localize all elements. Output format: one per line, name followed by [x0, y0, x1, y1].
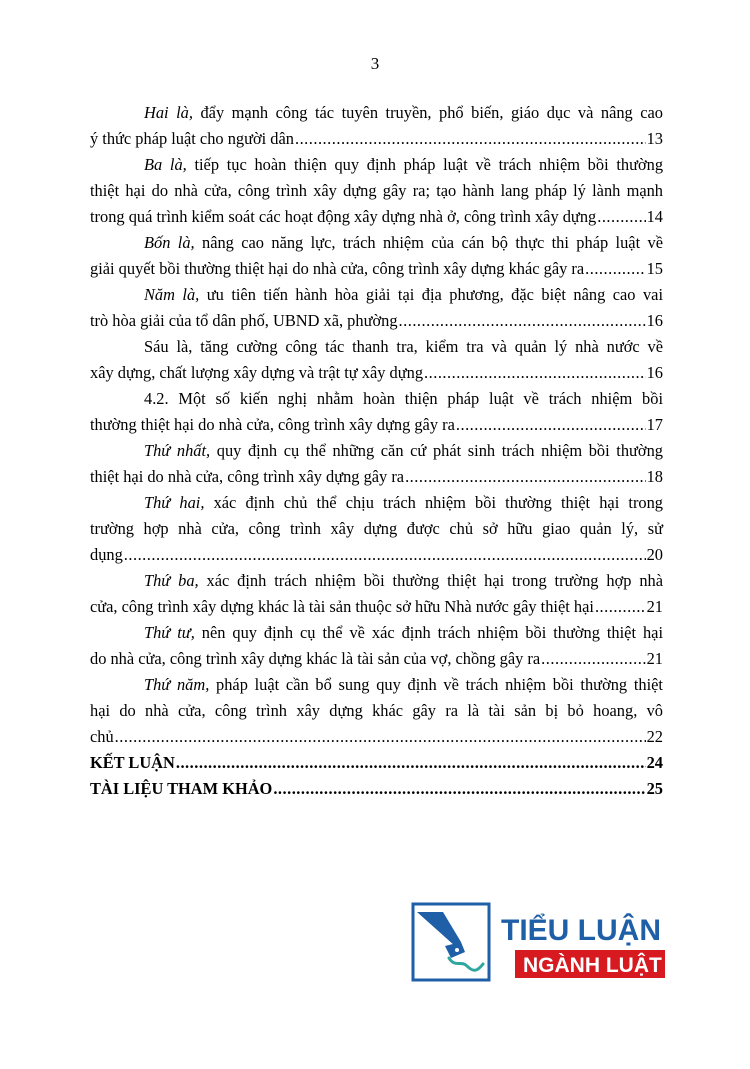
toc-entry	[90, 490, 663, 568]
toc-leader-dots	[597, 204, 645, 230]
toc-entry-text: hại do nhà cửa, công trình xây dựng khác gây ra là tài sản bị bỏ hoang, vô	[90, 701, 663, 720]
toc-entry-line	[90, 334, 663, 360]
toc-entry-text: xây dựng, chất lượng xây dựng và trật tự xây dựng	[90, 363, 424, 382]
toc-entry	[90, 334, 663, 386]
toc-entry-line	[90, 178, 663, 204]
toc-entry-text: do nhà cửa, công trình xây dựng khác là tài sản của vợ, chồng gây ra	[90, 649, 541, 668]
toc-entry-text: chủ	[90, 727, 114, 746]
toc-entry-last-line	[90, 256, 663, 282]
toc-entry-line	[90, 568, 663, 594]
toc-leader-dots	[424, 360, 646, 386]
toc-leader-dots	[541, 646, 645, 672]
toc-entry	[90, 152, 663, 230]
toc-entry-text: ý thức pháp luật cho người dân	[90, 129, 294, 148]
toc-entry-lead: Thứ hai,	[144, 493, 214, 512]
logo-line2: NGÀNH LUẬT	[523, 954, 662, 977]
toc-entry-line	[90, 516, 663, 542]
toc-entry-text: Một số kiến nghị nhằm hoàn thiện pháp luật về trách nhiệm bồi	[178, 389, 664, 408]
toc-page-number: 24	[646, 753, 663, 772]
toc-entry	[90, 282, 663, 334]
toc-entry-lead: Thứ nhất,	[144, 441, 217, 460]
toc-page-number: 13	[646, 129, 663, 148]
toc-leader-dots	[115, 724, 646, 750]
toc-entry-text: tăng cường công tác thanh tra, kiểm tra và quản lý nhà nước về	[200, 337, 663, 356]
toc-entry-last-line	[90, 776, 663, 802]
toc-entry-line	[90, 100, 663, 126]
toc-entry-text: trong quá trình kiểm soát các hoạt động xây dựng nhà ở, công trình xây dựng	[90, 207, 597, 226]
toc-page-number: 14	[646, 207, 663, 226]
toc-entry-text: giải quyết bồi thường thiệt hại do nhà cửa, công trình xây dựng khác gây ra	[90, 259, 585, 278]
toc-page-number: 22	[646, 727, 663, 746]
toc-entry-text: ưu tiên tiến hành hòa giải tại địa phương, đặc biệt nâng cao vai	[206, 285, 663, 304]
toc-entry-text: nên quy định cụ thể về xác định trách nhiệm bồi thường thiệt hại	[201, 623, 663, 642]
toc-entry-last-line	[90, 750, 663, 776]
toc-page-number: 20	[646, 545, 663, 564]
toc-leader-dots	[295, 126, 646, 152]
toc-page-number: 16	[646, 363, 663, 382]
toc-entry-line	[90, 282, 663, 308]
toc-entry-last-line	[90, 464, 663, 490]
toc-leader-dots	[124, 542, 646, 568]
toc-entry-text: trường hợp nhà cửa, công trình xây dựng được chủ sở hữu giao quản lý, sử	[90, 519, 663, 538]
toc-entry-text: thiệt hại do nhà cửa, công trình xây dựng gây ra	[90, 467, 405, 486]
toc-page-number: 17	[646, 415, 663, 434]
toc-entry-lead: Ba là,	[144, 155, 195, 174]
toc-page-number: 18	[646, 467, 663, 486]
toc-entry-text: thiệt hại do nhà cửa, công trình xây dựng gây ra; tạo hành lang pháp lý lành mạnh	[90, 181, 663, 200]
toc-entry-last-line	[90, 308, 663, 334]
toc-entry-text: pháp luật cần bổ sung quy định về trách nhiệm bồi thường thiệt	[216, 675, 663, 694]
toc-entry-last-line	[90, 412, 663, 438]
toc-entry	[90, 568, 663, 620]
toc-entry-lead: Thứ tư,	[144, 623, 202, 642]
toc-entry-text: thường thiệt hại do nhà cửa, công trình xây dựng gây ra	[90, 415, 455, 434]
toc-entry-lead: Năm là,	[144, 285, 207, 304]
logo-graphic	[411, 902, 671, 982]
toc-leader-dots	[273, 776, 645, 802]
toc-entry	[90, 100, 663, 152]
toc-entry-line	[90, 438, 663, 464]
toc-page-number: 15	[646, 259, 663, 278]
toc-entry-text: xác định chủ thể chịu trách nhiệm bồi thường thiệt hại trong	[213, 493, 663, 512]
toc-entry-line	[90, 230, 663, 256]
toc-entry-line	[90, 386, 663, 412]
toc-entry-line	[90, 152, 663, 178]
toc-bold-entry	[90, 750, 663, 776]
toc-entry-lead: Bốn là,	[144, 233, 203, 252]
toc-entry-line	[90, 620, 663, 646]
toc-leader-dots	[176, 750, 646, 776]
toc-leader-dots	[595, 594, 646, 620]
fountain-pen-icon	[417, 912, 483, 970]
toc-entry-lead: Thứ năm,	[144, 675, 217, 694]
toc-entry	[90, 230, 663, 282]
toc-entry-line	[90, 672, 663, 698]
toc-entry-lead: 4.2.	[144, 389, 179, 408]
table-of-contents	[90, 100, 663, 802]
toc-page-number: 16	[646, 311, 663, 330]
toc-entry-lead: Sáu là,	[144, 337, 201, 356]
toc-entry	[90, 672, 663, 750]
toc-entry-lead: Thứ ba,	[144, 571, 207, 590]
toc-page-number: 21	[646, 597, 663, 616]
toc-entry-text: quy định cụ thể những căn cứ phát sinh trách nhiệm bồi thường	[216, 441, 663, 460]
toc-entry-line	[90, 490, 663, 516]
page-number: 3	[370, 54, 380, 73]
toc-entry-last-line	[90, 542, 663, 568]
toc-entry	[90, 438, 663, 490]
toc-entry-text: dụng	[90, 545, 123, 564]
toc-leader-dots	[585, 256, 645, 282]
toc-page-number: 21	[646, 649, 663, 668]
toc-entry-last-line	[90, 594, 663, 620]
toc-entry-text: xác định trách nhiệm bồi thường thiệt hại trong trường hợp nhà	[206, 571, 663, 590]
toc-entry-last-line	[90, 646, 663, 672]
toc-entry-text: TÀI LIỆU THAM KHẢO	[90, 779, 273, 798]
toc-bold-entry	[90, 776, 663, 802]
toc-entry-line	[90, 698, 663, 724]
toc-entry-text: tiếp tục hoàn thiện quy định pháp luật về trách nhiệm bồi thường	[194, 155, 664, 174]
toc-leader-dots	[456, 412, 646, 438]
toc-entry	[90, 620, 663, 672]
toc-entry-lead: Hai là,	[144, 103, 201, 122]
toc-entry-text: đẩy mạnh công tác tuyên truyền, phổ biến, giáo dục và nâng cao	[200, 103, 663, 122]
toc-leader-dots	[399, 308, 646, 334]
toc-entry	[90, 386, 663, 438]
toc-entry-text: cửa, công trình xây dựng khác là tài sản thuộc sở hữu Nhà nước gây thiệt hại	[90, 597, 594, 616]
toc-entry-text: nâng cao năng lực, trách nhiệm của cán bộ thực thi pháp luật về	[202, 233, 663, 252]
toc-entry-last-line	[90, 204, 663, 230]
toc-entry-last-line	[90, 126, 663, 152]
logo-line1: TIỂU LUẬN	[501, 914, 661, 947]
toc-entry-last-line	[90, 724, 663, 750]
toc-entry-text: trò hòa giải của tổ dân phố, UBND xã, phường	[90, 311, 398, 330]
tieu-luan-nganh-luat-logo	[411, 902, 671, 982]
toc-leader-dots	[405, 464, 646, 490]
toc-page-number: 25	[646, 779, 663, 798]
toc-entry-text: KẾT LUẬN	[90, 753, 175, 772]
toc-entry-last-line	[90, 360, 663, 386]
